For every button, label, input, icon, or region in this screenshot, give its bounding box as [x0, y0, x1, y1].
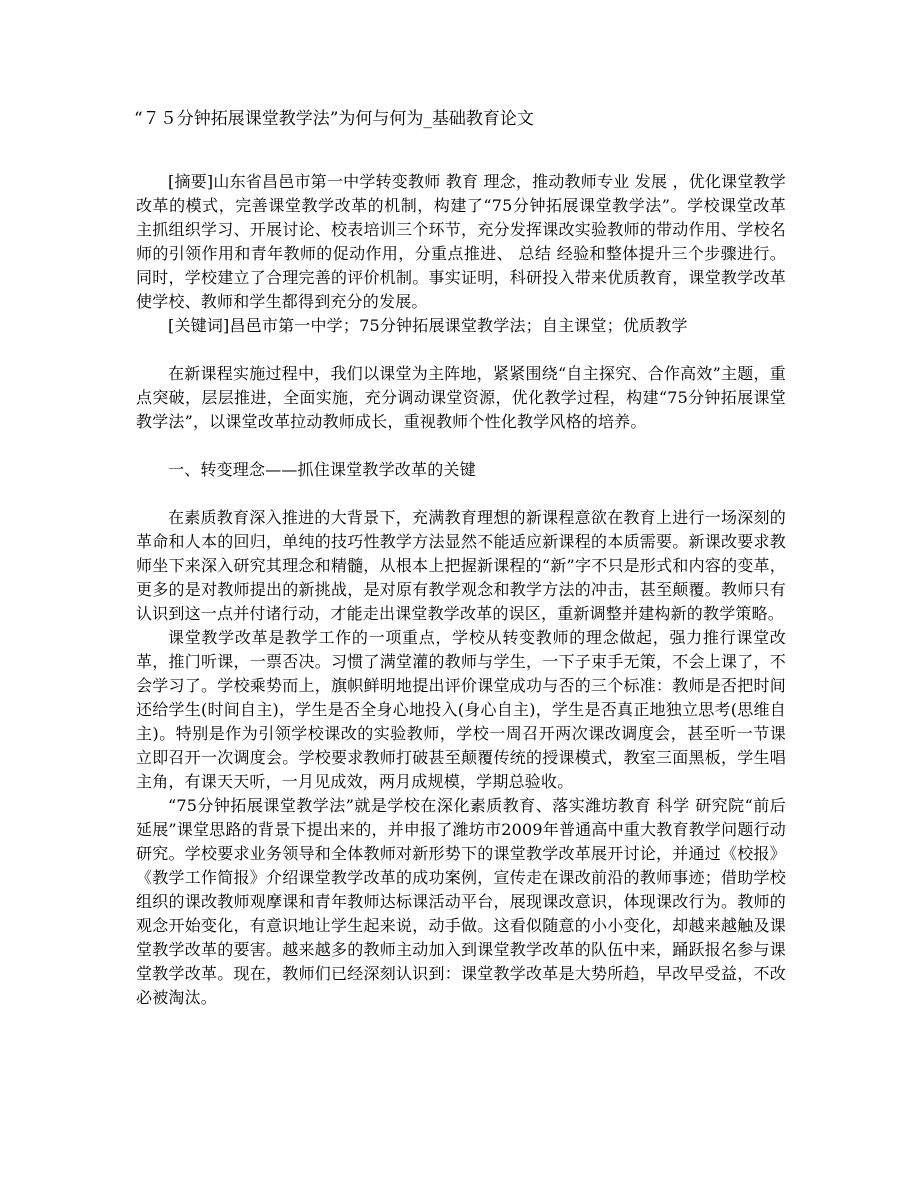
document-title: “７５分钟拓展课堂教学法”为何与何为_基础教育论文 — [134, 109, 534, 129]
paragraph-gap — [136, 434, 786, 458]
intro-paragraph: 在新课程实施过程中，我们以课堂为主阵地，紧紧围绕“自主探究、合作高效”主题，重点突破，层层推进，全面实施，充分调动课堂资源，优化教学过程，构建“75分钟拓展课堂教学法”，以课堂改革拉动教师成长，重视教师个性化教学风格的培养。 — [136, 364, 786, 431]
document-body — [136, 170, 786, 1010]
keywords-paragraph: [关键词]昌邑市第一中学；75分钟拓展课堂教学法；自主课堂；优质教学 — [168, 316, 688, 335]
paragraph-gap — [136, 338, 786, 362]
section1-paragraph-2: 课堂教学改革是教学工作的一项重点，学校从转变教师的理念做起，强力推行课堂改革，推门听课，一票否决。习惯了满堂灌的教师与学生，一下子束手无策，不会上课了，不会学习了。学校乘势而上，旗帜鲜明地提出评价课堂成功与否的三个标准：教师是否把时间还给学生(时间自主)，学生是否全身心地投入(身心自主)，学生是否真正地独立思考(思维自主)。特别是作为引领学校课改的实验教师，学校一周召开两次课改调度会，甚至听一节课立即召开一次调度会。学校要求教师打破甚至颠覆传统的授课模式，教室三面黑板，学生唱主角，有课天天听，一月见成效，两月成规模，学期总验收。 — [136, 628, 786, 791]
section1-paragraph-3: “75分钟拓展课堂教学法”就是学校在深化素质教育、落实潍坊教育 科学 研究院“前后延展”课堂思路的背景下提出来的，并申报了潍坊市2009年普通高中重大教育教学问题行动研究。学校要求业务领导和全体教师对新形势下的课堂教学改革展开讨论，并通过《校报》《教学工作简报》介绍课堂教学改革的成功案例，宣传走在课改前沿的教师事迹；借助学校组织的课改教师观摩课和青年教师达标课活动平台，展现课改意识，体现课改行为。教师的观念开始变化，有意识地让学生起来说，动手做。这看似随意的小小变化，却越来越触及课堂教学改革的要害。越来越多的教师主动加入到课堂教学改革的队伍中来，踊跃报名参与课堂教学改革。现在，教师们已经深刻认识到：课堂教学改革是大势所趋，早改早受益，不改必被淘汰。 — [136, 796, 786, 1007]
abstract-paragraph: [摘要]山东省昌邑市第一中学转变教师 教育 理念，推动教师专业 发展 ，优化课堂教学改革的模式，完善课堂教学改革的机制，构建了“75分钟拓展课堂教学法”。学校课堂改革主抓组织学习、开展讨论、校表培训三个环节，充分发挥课改实验教师的带动作用、学校名师的引领作用和青年教师的促动作用，分重点推进、 总结 经验和整体提升三个步骤进行。同时，学校建立了合理完善的评价机制。事实证明，科研投入带来优质教育，课堂教学改革使学校、教师和学生都得到充分的发展。 — [136, 172, 786, 311]
paragraph-gap — [136, 482, 786, 506]
section-heading: 一、转变理念——抓住课堂教学改革的关键 — [168, 460, 476, 479]
section1-paragraph-1: 在素质教育深入推进的大背景下，充满教育理想的新课程意欲在教育上进行一场深刻的革命和人本的回归，单纯的技巧性教学方法显然不能适应新课程的本质需要。新课改要求教师坐下来深入研究其理念和精髓，从根本上把握新课程的“新”字不只是形式和内容的变革，更多的是对教师提出的新挑战，是对原有教学观念和教学方法的冲击，甚至颠覆。教师只有认识到这一点并付诸行动，才能走出课堂教学改革的误区，重新调整并建构新的教学策略。 — [136, 508, 786, 623]
